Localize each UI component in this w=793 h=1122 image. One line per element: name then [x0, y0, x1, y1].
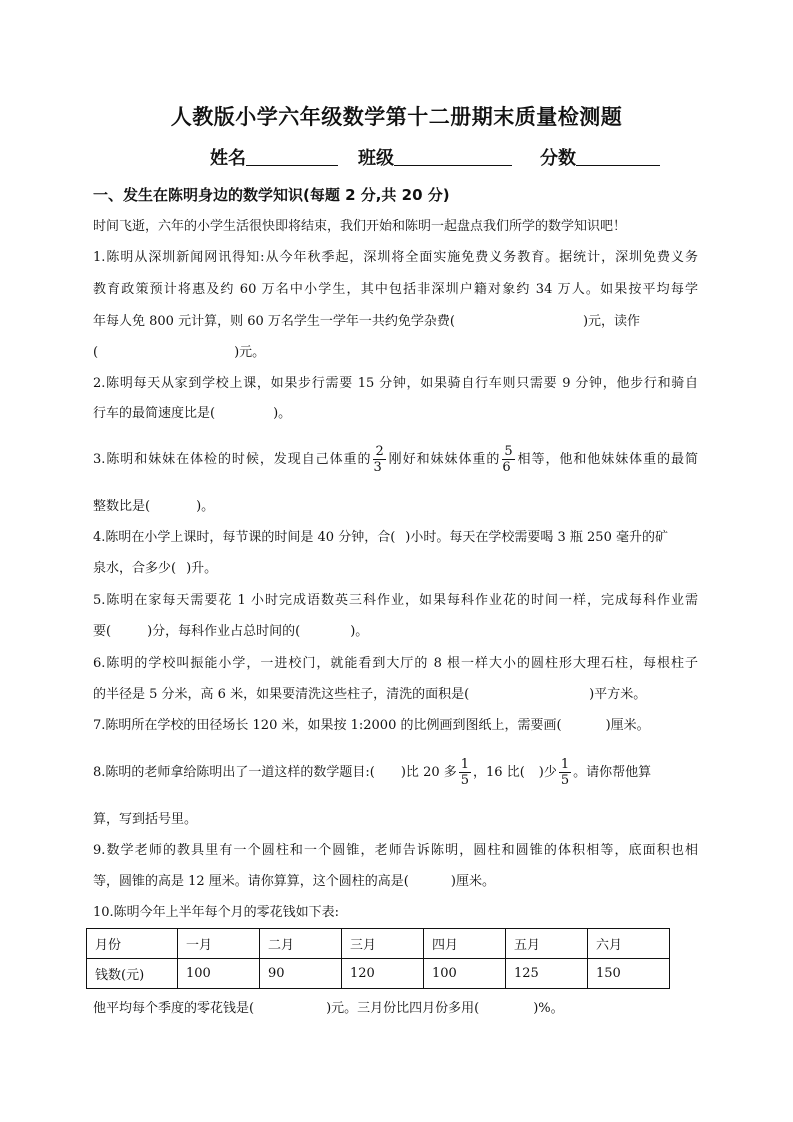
q6-text-2b: )平方米。 [589, 687, 647, 702]
q9-text-2a: 等，圆锥的高是 12 厘米。请你算算，这个圆柱的高是( [93, 874, 409, 889]
q4-text-2b: )升。 [186, 561, 218, 576]
table-cell: 月份 [87, 929, 178, 959]
score-blank[interactable] [576, 145, 660, 166]
table-cell: 100 [178, 959, 260, 989]
q2-line-1: 2.陈明每天从家到学校上课，如果步行需要 15 分钟，如果骑自行车则只需要 9 分钟，他步行和骑自 [93, 376, 698, 391]
q1-line-1: 1.陈明从深圳新闻网讯得知:从今年秋季起，深圳将全面实施免费义务教育。据统计，深圳免费义务 [93, 250, 698, 265]
student-info [210, 145, 660, 173]
q3-frac2-denominator: 6 [502, 460, 511, 475]
q8-text-1b: )比 20 多 [400, 765, 457, 780]
q6-line-1: 6.陈明的学校叫振能小学，一进校门，就能看到大厅的 8 根一样大小的圆柱形大理石柱，每根柱子 [93, 656, 698, 671]
q9-line-2 [93, 872, 495, 892]
q8-fraction-2 [559, 757, 571, 788]
q8-line-2: 算，写到括号里。 [93, 812, 198, 827]
q3-text-2a: 整数比是( [93, 499, 151, 514]
page-title: 人教版小学六年级数学第十二册期末质量检测题 [170, 105, 623, 129]
class-blank[interactable] [394, 145, 512, 166]
name-label: 姓名 [210, 148, 246, 169]
q3-frac1-denominator: 3 [373, 460, 382, 475]
q3-frac1-numerator: 2 [375, 444, 384, 459]
q5-line-2 [93, 622, 368, 642]
q2-text-2a: 行车的最简速度比是( [93, 406, 216, 421]
q3-fraction-2 [502, 444, 514, 475]
q3-line-1 [93, 444, 698, 475]
q9-line-1: 9.数学老师的教具里有一个圆柱和一个圆锥，老师告诉陈明，圆柱和圆锥的体积相等，底面积也相 [93, 843, 698, 858]
q1-text-3b: )元，读作 [582, 314, 641, 329]
q10-text-2b: )元。三月份比四月份多用( [326, 1001, 480, 1016]
q8-fraction-1 [459, 757, 471, 788]
q1-text-4a: ( [93, 345, 99, 360]
q10-text-2c: )%。 [533, 1001, 564, 1016]
table-cell: 二月 [260, 929, 342, 959]
q1-line-2: 教育政策预计将惠及约 60 万名中小学生，其中包括非深圳户籍对象约 34 万人。如果按平均每学 [93, 282, 698, 297]
table-cell: 125 [506, 959, 588, 989]
q1-text-3a: 年每人免 800 元计算，则 60 万名学生一学年一共约免学杂费( [93, 314, 455, 329]
q8-text-1d: )少 [538, 765, 557, 780]
table-cell: 90 [260, 959, 342, 989]
q5-line-1: 5.陈明在家每天需要花 1 小时完成语数英三科作业，如果每科作业花的时间一样，完成每科作业需 [93, 593, 698, 608]
table-row [87, 959, 670, 989]
table-cell: 一月 [178, 929, 260, 959]
table-header-row [87, 929, 670, 959]
q5-text-2a: 要( [93, 624, 112, 639]
q6-line-2 [93, 685, 646, 705]
q8-frac1-denominator: 5 [460, 773, 470, 788]
table-cell: 150 [588, 959, 670, 989]
table-cell: 六月 [588, 929, 670, 959]
q8-line-1 [93, 757, 651, 788]
q3-text-1b: 刚好和妹妹体重的 [387, 452, 501, 467]
q3-line-2 [93, 497, 214, 517]
table-cell: 100 [424, 959, 506, 989]
score-label: 分数 [540, 148, 576, 169]
q2-text-2b: )。 [273, 406, 292, 421]
q4-line-2 [93, 559, 217, 579]
q3-text-1c: 相等，他和他妹妹体重的最简 [516, 452, 698, 467]
table-cell: 钱数(元) [87, 959, 178, 989]
table-cell: 三月 [342, 929, 424, 959]
table-cell: 五月 [506, 929, 588, 959]
q8-frac1-numerator: 1 [460, 757, 470, 772]
q3-frac2-numerator: 5 [504, 444, 513, 459]
q4-text-1b: )小时。每天在学校需要喝 3 瓶 250 毫升的矿 [405, 530, 668, 545]
q5-text-2b: )分，每科作业占总时间的( [147, 624, 301, 639]
q3-text-2b: )。 [196, 499, 215, 514]
q10-text-2a: 他平均每个季度的零花钱是( [93, 1001, 255, 1016]
q9-text-2b: )厘米。 [450, 874, 495, 889]
q2-line-2 [93, 404, 291, 424]
q6-text-2a: 的半径是 5 分米，高 6 米，如果要清洗这些柱子，清洗的面积是( [93, 687, 470, 702]
q7-text-1b: )厘米。 [605, 718, 650, 733]
class-label: 班级 [358, 148, 394, 169]
q4-text-2a: 泉水，合多少( [93, 561, 177, 576]
q3-text-1a: 3.陈明和妹妹在体检的时候，发现自己体重的 [93, 452, 372, 467]
q7-line-1 [93, 716, 650, 736]
q8-frac2-numerator: 1 [560, 757, 570, 772]
name-blank[interactable] [246, 145, 338, 166]
table-cell: 四月 [424, 929, 506, 959]
q8-text-1e: 。请你帮他算 [573, 765, 652, 780]
q10-line-1: 10.陈明今年上半年每个月的零花钱如下表: [93, 905, 340, 920]
q5-text-2c: )。 [350, 624, 369, 639]
q1-line-3 [93, 312, 640, 332]
table-cell: 120 [342, 959, 424, 989]
q7-text-1a: 7.陈明所在学校的田径场长 120 米，如果按 1:2000 的比例画到图纸上，需要画( [93, 718, 562, 733]
q8-text-1c: ，16 比( [473, 765, 525, 780]
q3-fraction-1 [373, 444, 385, 475]
section-heading: 一、发生在陈明身边的数学知识(每题 2 分,共 20 分) [93, 186, 450, 204]
q10-line-2 [93, 999, 564, 1019]
q8-text-1a: 8.陈明的老师拿给陈明出了一道这样的数学题目:( [93, 765, 375, 780]
allowance-table [86, 928, 670, 989]
q1-text-4b: )元。 [234, 345, 266, 360]
q4-line-1 [93, 528, 668, 548]
q4-text-1a: 4.陈明在小学上课时，每节课的时间是 40 分钟，合( [93, 530, 396, 545]
q1-line-4 [93, 343, 265, 363]
q8-frac2-denominator: 5 [560, 773, 570, 788]
intro-text: 时间飞逝，六年的小学生活很快即将结束，我们开始和陈明一起盘点我们所学的数学知识吧！ [93, 219, 627, 234]
